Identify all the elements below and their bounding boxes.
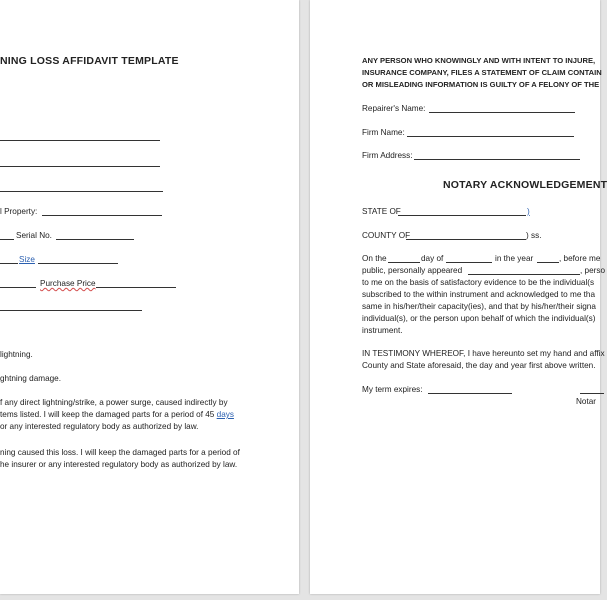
warning-line: ANY PERSON WHO KNOWINGLY AND WITH INTENT TO INJURE, <box>362 56 596 65</box>
term-label: My term expires: <box>362 385 423 394</box>
year-field[interactable] <box>537 262 559 263</box>
paragraph-surge-line: tems listed. I will keep the damaged parts for a period of 45 days <box>0 410 234 419</box>
ack-text: in the year <box>495 254 534 263</box>
serial-label: Serial No. <box>16 231 52 240</box>
firm-name-field[interactable] <box>407 136 574 137</box>
testimony-line: County and State aforesaid, the day and year first above written. <box>362 361 596 370</box>
ack-text: individual(s), or the person upon behalf of which the individual(s) <box>362 314 596 323</box>
county-label: COUNTY OF <box>362 231 411 240</box>
repairer-field[interactable] <box>429 112 575 113</box>
firm-name-label: Firm Name: <box>362 128 405 137</box>
state-suffix: ) <box>527 207 530 216</box>
state-field[interactable] <box>398 215 526 216</box>
paragraph-damage: ghtning damage. <box>0 374 61 383</box>
paragraph-surge-line: or any interested regulatory body as authorized by law. <box>0 422 199 431</box>
warning-line: INSURANCE COMPANY, FILES A STATEMENT OF CLAIM CONTAIN <box>362 68 602 77</box>
notary-signature-line[interactable] <box>580 393 604 394</box>
purchase-price-label: Purchase Price <box>40 279 96 288</box>
blank-line <box>0 287 36 288</box>
county-field[interactable] <box>406 239 526 240</box>
paragraph-surge-line: f any direct lightning/strike, a power surge, caused indirectly by <box>0 398 228 407</box>
blank-line <box>0 239 14 240</box>
firm-address-label: Firm Address: <box>362 151 413 160</box>
serial-field[interactable] <box>56 239 134 240</box>
purchase-price-field[interactable] <box>96 287 176 288</box>
blank-line <box>0 191 163 192</box>
ack-text: public, personally appeared <box>362 266 463 275</box>
county-suffix: ) ss. <box>526 231 542 240</box>
ack-text: to me on the basis of satisfactory evidence to be the individual(s <box>362 278 595 287</box>
ack-text: day of <box>421 254 444 263</box>
blank-line <box>0 310 142 311</box>
appeared-field[interactable] <box>468 274 580 275</box>
term-field[interactable] <box>428 393 512 394</box>
document-page-right <box>310 0 607 594</box>
document-title: NING LOSS AFFIDAVIT TEMPLATE <box>0 55 179 67</box>
size-field[interactable] <box>38 263 118 264</box>
paragraph-cause-line: he insurer or any interested regulatory body as authorized by law. <box>0 460 238 469</box>
state-label: STATE OF <box>362 207 401 216</box>
ack-text: instrument. <box>362 326 403 335</box>
firm-address-field[interactable] <box>414 159 580 160</box>
warning-line: OR MISLEADING INFORMATION IS GUILTY OF A FELONY OF THE <box>362 80 600 89</box>
testimony-line: IN TESTIMONY WHEREOF, I have hereunto set my hand and affix <box>362 349 605 358</box>
size-label: Size <box>19 255 35 264</box>
property-field[interactable] <box>42 215 162 216</box>
document-page-left <box>0 0 299 594</box>
ack-text: On the <box>362 254 387 263</box>
ack-text: subscribed to the within instrument and acknowledged to me tha <box>362 290 596 299</box>
paragraph-lightning: lightning. <box>0 350 33 359</box>
repairer-label: Repairer's Name: <box>362 104 426 113</box>
ack-text: same in his/her/their capacity(ies), and that by his/her/their signa <box>362 302 596 311</box>
ack-text: , before me <box>559 254 601 263</box>
blank-line <box>0 140 160 141</box>
notary-title: NOTARY ACKNOWLEDGEMENT <box>443 179 607 191</box>
blank-line <box>0 166 160 167</box>
month-field[interactable] <box>446 262 492 263</box>
blank-line <box>0 263 18 264</box>
day-field[interactable] <box>388 262 420 263</box>
property-label: l Property: <box>0 207 38 216</box>
notary-signature-label: Notar <box>576 397 597 406</box>
ack-text: , perso <box>580 266 606 275</box>
paragraph-cause-line: ning caused this loss. I will keep the damaged parts for a period of <box>0 448 240 457</box>
